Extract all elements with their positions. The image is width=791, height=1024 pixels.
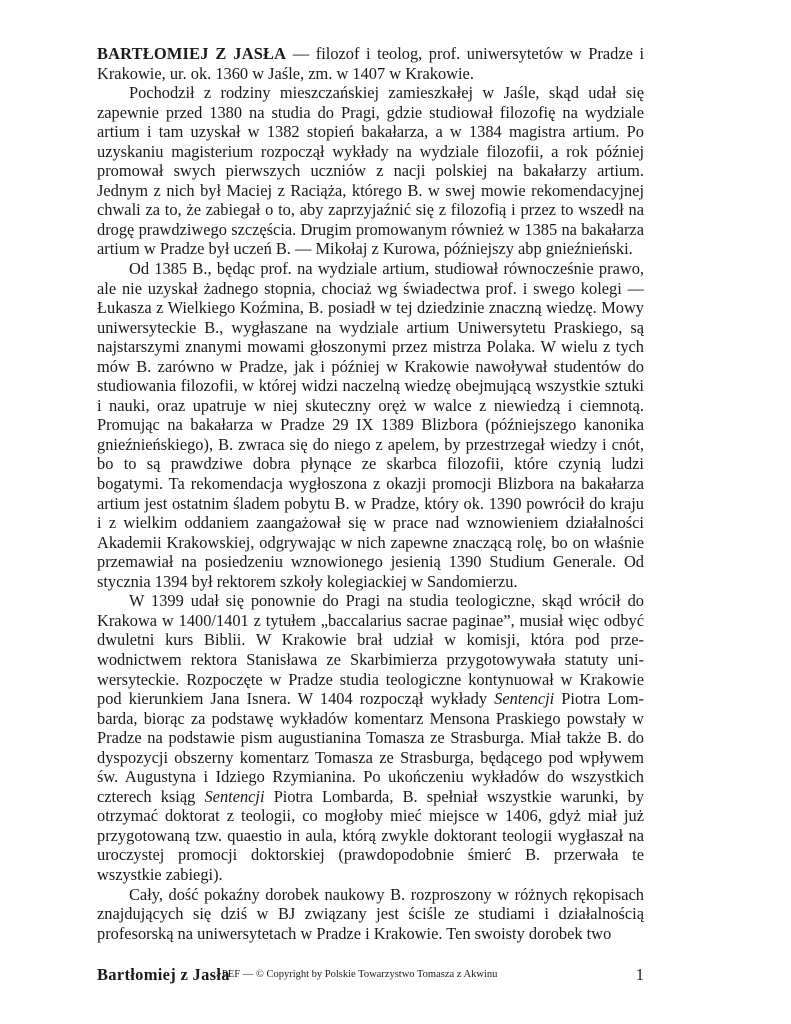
- entry-headword: BARTŁOMIEJ Z JASŁA: [97, 44, 287, 63]
- page-number: 1: [635, 965, 644, 984]
- footer-copyright: PEF — © Copyright by Polskie Towarzystwo Tomasza z Akwinu: [222, 969, 498, 980]
- page-footer: [97, 965, 644, 987]
- footer-running-title: Bartłomiej z Jasła: [97, 965, 230, 984]
- text-run: Piotra Lombarda, B. spełniał wszystkie warunki, by otrzymać doktorat z teologii, co mogłoby mieć miejsce w 1406, gdyż miał już przygotowaną tzw. quaestio in aula, którą zwykle doktorant teologii wygłaszał na uroczystej promocji doktorskiej (prawdopodobnie śmierć B. przerwała te wszystkie zabiegi).: [97, 786, 644, 884]
- paragraph-scholarly-output: Cały, dość pokaźny dorobek naukowy B. rozproszony w różnych rękopisach znajdujących się dziś w BJ związany jest ściśle ze studiami i działalnością profesorską na uniwersytetach w Pradze i Krakowie. Ten swoisty dorobek two: [97, 884, 644, 943]
- text-run: Piotra Lombarda, biorąc za podstawę wykładów komentarz Mensona Praskiego powstały w Pradze na podstawie pism augustianina Tomasza ze Strasburga. Miał także B. do dyspozycji obszerny komentarz Tomasza ze Strasburga, będącego pod wpływem św. Augustyna i Idziego Rzymianina. Po ukończeniu wykładów do wszystkich czterech ksiąg: [97, 689, 644, 806]
- article-body: [97, 44, 644, 943]
- paragraph-theology-studies: [97, 591, 644, 884]
- paragraph-prague-career: Od 1385 B., będąc prof. na wydziale artium, studiował równocześnie prawo, ale nie uzyskał żadnego stopnia, chociaż wg świadectwa prof. i swego kolegi — Łukasza z Wielkiego Koźmina, B. posiadł w tej dziedzinie znaczną wiedzę. Mowy uniwersyteckie B., wygłaszane na wydziale artium Uniwersytetu Praskiego, są najstarszymi znanymi mowami głoszonymi przez mistrza Polaka. W wielu z tych mów B. zarówno w Pradze, jak i później w Krakowie nawoływał studentów do studiowania filozofii, w której widzi naczelną wiedzę obejmującą wszystkie sztuki i nauki, oraz upatruje w niej skuteczny oręż w walce z niewiedzą i ciemnotą. Promując na bakałarza w Pradze 29 IX 1389 Blizbora (późniejszego kanonika gnieźnieńskiego), B. zwraca się do niego z apelem, by przestrzegał wiedzy i cnót, bo to są prawdziwe dobra płynące ze skarbca filozofii, które czynią ludzi bogatymi. Ta rekomendacja wygłoszona z okazji promocji Blizbora na bakałarza artium jest ostatnim śladem pobytu B. w Pradze, który ok. 1390 powrócił do kraju i z wielkim oddaniem zaangażował się w prace nad wznowieniem działalności Akademii Krakowskiej, odgrywając w nich zapewne znaczącą rolę, bo on właśnie przemawiał na posiedzeniu wznowionego jesienią 1390 Studium Generale. Od stycznia 1394 był rektorem szkoły kolegiackiej w Sandomierzu.: [97, 259, 644, 591]
- paragraph-origins: Pochodził z rodziny mieszczańskiej zamieszkałej w Jaśle, skąd udał się zapewnie przed 1380 na studia do Pragi, gdzie studiował filozofię na wydziale artium i tam uzyskał w 1382 stopień bakałarza, a w 1384 magistra artium. Po uzyskaniu magisterium rozpoczął wykłady na wydziale filozofii, a rok później promował swych pierwszych uczniów z nacji polskiej na bakałarzy artium. Jednym z nich był Maciej z Raciąża, którego B. w swej mowie rekomendacyjnej chwali za to, że zabiegał o to, aby zaprzyjaźnić się z filozofią i przez to wszedł na drogę prawdziwego szczęścia. Drugim promowanym również w 1385 na bakałarza artium w Pradze był uczeń B. — Mikołaj z Kurowa, późniejszy abp gnieźnieński.: [97, 83, 644, 259]
- italic-title: Sentencji: [494, 689, 555, 709]
- paragraph-intro: [97, 44, 644, 83]
- text-run: W 1399 udał się ponownie do Pragi na studia teologiczne, skąd wrócił do Krakowa w 1400/1401 z tytułem „baccalarius sacrae paginae”, musiał więc odbyć dwuletni kurs Biblii. W Krakowie brał udział w komisji, która pod przewodnictwem rektora Stanisława ze Skarbimierza przygotowywała statuty uniwersyteckie. Rozpoczęte w Pradze studia teologiczne kontynuował w Krakowie pod kierunkiem Jana Isnera. W 1404 rozpoczął wykłady: [97, 591, 644, 709]
- entry-definition: — filozof i teolog, prof. uniwersytetów w Pradze i Krakowie, ur. ok. 1360 w Jaśle, zm. w 1407 w Krakowie.: [97, 44, 645, 83]
- italic-title: Sentencji: [204, 786, 265, 806]
